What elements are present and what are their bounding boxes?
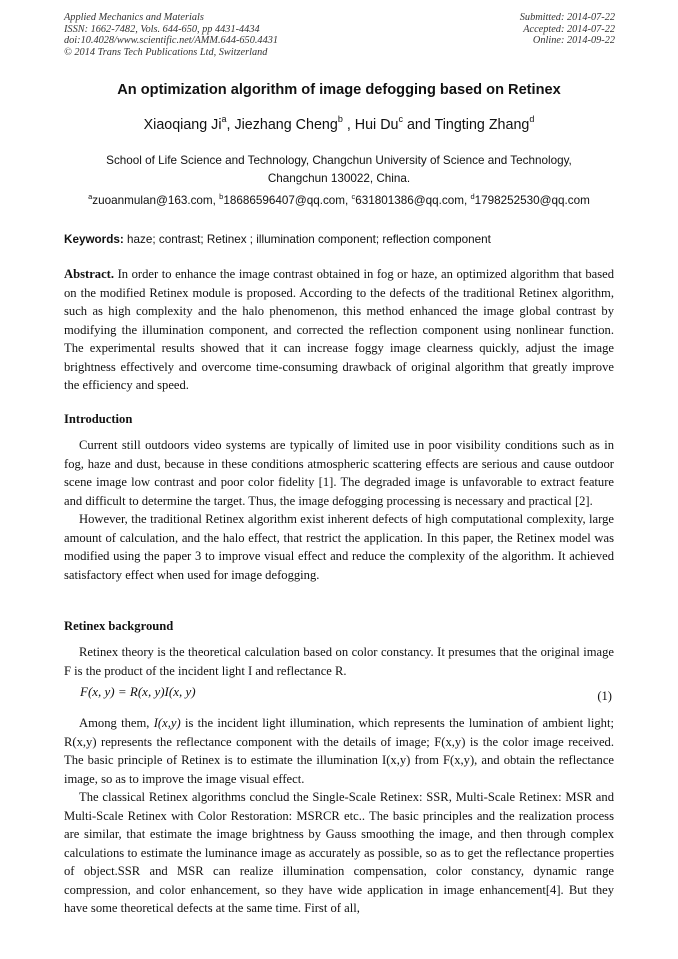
keywords (64, 233, 616, 246)
paragraph-italic: I(x,y) (153, 716, 181, 730)
email-link[interactable]: 18686596407@qq.com (223, 194, 346, 207)
abstract-label: Abstract. (64, 267, 115, 281)
author-mark: d (529, 114, 535, 124)
introduction-section (64, 436, 614, 584)
paragraph (64, 714, 614, 788)
journal-name: Applied Mechanics and Materials (64, 12, 204, 23)
retinex-section-intro (64, 643, 614, 680)
journal-info (64, 12, 278, 58)
abstract (64, 265, 614, 395)
author-name: Jiezhang Cheng (234, 117, 338, 133)
author-name: Xiaoqiang Ji (143, 117, 222, 133)
paragraph: The classical Retinex algorithms conclud the Single-Scale Retinex: SSR, Multi-Scale Retinex: MSR and Multi-Scale Retinex with Color Restoration: MSRCR etc.. The basic principles and the realization process are similar, that estimate the image brightness by Gauss smoothing the image, and then through complex calculations to estimate the luminance image as accurately as possible, so as to get the reflectance properties of object.SSR and MSR can realize illumination compensation, color constancy, dynamic range compression, and color enhancement, so they have wide application in image enhancement[4]. But they have some theoretical defects at the same time. First of all, (64, 790, 614, 915)
email-mark: c (351, 192, 356, 201)
author-list: Xiaoqiang Ji$^a$, Jiezhang Cheng$^b$ , Hui Du$^c$ and Tingting Zhang$^d$ (143, 114, 535, 133)
retinex-section-body (64, 714, 614, 918)
abstract-text: In order to enhance the image contrast obtained in fog or haze, an optimized algorithm that based on the modified Retinex module is proposed. According to the defects of the traditional Retinex algorithm, such as high complexity and the halo phenomenon, this method enhanced the image global contrast by modifying the illumination component, and corrected the reflection component using nonlinear function. The experimental results showed that it can increase foggy image clearness quickly, adjust the image brightness effectively and overcome time-consuming drawback of original algorithm that greatly improve the efficiency and speed. (64, 267, 614, 392)
author-mark: b (337, 114, 343, 124)
equation: F(x, y) = R(x, y)I(x, y) (80, 684, 196, 699)
author-name: Hui Du (354, 117, 399, 133)
email-link[interactable]: 631801386@qq.com (355, 194, 464, 207)
affiliation (60, 152, 618, 188)
author-name: Tingting Zhang (434, 117, 530, 133)
affiliation-line: School of Life Science and Technology, Changchun University of Science and Technology, (106, 154, 572, 167)
submission-dates (520, 12, 615, 47)
email-mark: b (219, 192, 224, 201)
paragraph-text: Among them, (79, 716, 154, 730)
paper-title: An optimization algorithm of image defogging based on Retinex (117, 82, 561, 98)
journal-issn: ISSN: 1662-7482, Vols. 644-650, pp 4431-4434 (64, 23, 260, 35)
email-link[interactable]: zuoanmulan@163.com (92, 194, 213, 207)
email-link[interactable]: 1798252530@qq.com (474, 194, 590, 207)
journal-doi: doi:10.4028/www.scientific.net/AMM.644-650.4431 (64, 35, 279, 47)
submitted-date: Submitted: 2014-07-22 (519, 12, 615, 23)
email-mark: d (470, 192, 475, 201)
accepted-date: Accepted: 2014-07-22 (523, 23, 615, 35)
introduction-heading: Introduction (64, 412, 133, 426)
paragraph: Retinex theory is the theoretical calculation based on color constancy. It presumes that the original image F is the product of the incident light I and reflectance R. (64, 645, 614, 678)
equation-number: (1) (597, 689, 612, 703)
abstract-paragraph (64, 265, 614, 395)
author-mark: a (221, 114, 227, 124)
paragraph: However, the traditional Retinex algorithm exist inherent defects of high computational complexity, large amount of calculation, and the halo effect, that restrict the application. In this paper, the Retinex model was modified using the paper 3 to improve visual effect and reduce the complexity of the algorithm. It achieved satisfactory effect when used for image defogging. (64, 512, 614, 582)
keywords-label: Keywords: (64, 233, 124, 246)
email-mark: a (88, 192, 93, 201)
paragraph: Current still outdoors video systems are typically of limited use in poor visibility conditions such as in fog, haze and dust, because in these conditions atmospheric scattering effects are serious and cause outdoor scene image low contrast and poor color fidelity [1]. The degraded image is unfavorable to extract feature and difficult to determine the target. Thus, the image defogging processing is necessary and practical [2]. (64, 438, 614, 508)
affiliation-line: Changchun 130022, China. (267, 172, 411, 185)
online-date: Online: 2014-09-22 (532, 35, 615, 47)
journal-copyright: © 2014 Trans Tech Publications Ltd, Switzerland (64, 46, 268, 58)
retinex-heading: Retinex background (64, 619, 174, 633)
email-list: $^a$zuoanmulan@163.com, $^b$18686596407@qq.com, $^c$631801386@qq.com, $^d$1798252530@qq.com (88, 192, 590, 207)
paragraph-text: is the incident light illumination, which represents the lumination of ambient light; R(x,y) represents the reflectance component with the details of image; F(x,y) is the color image received. The basic principle of Retinex is to estimate the illumination I(x,y) from F(x,y), and obtain the reflectance image, so as to improve the image visual effect. (64, 716, 614, 786)
author-mark: c (398, 114, 403, 124)
keywords-text: haze; contrast; Retinex ; illumination component; reflection component (123, 233, 491, 246)
